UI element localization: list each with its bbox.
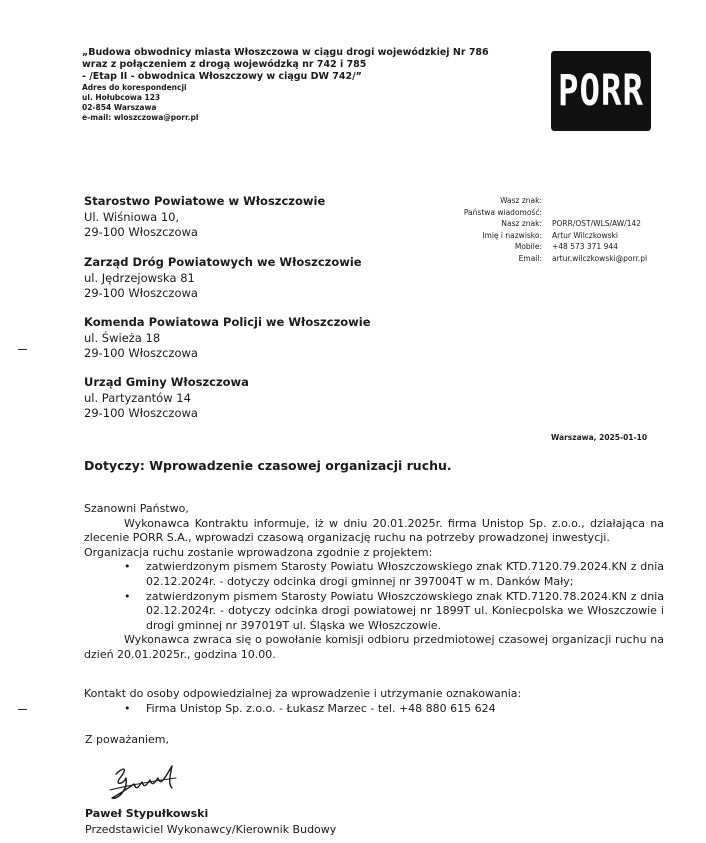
subject-line: Dotyczy: Wprowadzenie czasowej organizacji ruchu. (84, 458, 452, 473)
body-paragraph-2: Organizacja ruchu zostanie wprowadzona zgodnie z projektem: (84, 545, 433, 559)
recipient-street: ul. Partyzantów 14 (84, 390, 191, 405)
meta-row (420, 218, 647, 230)
greeting: Szanowni Państwo, (84, 502, 189, 515)
meta-value: PORR/OST/WLS/AW/142 (552, 219, 642, 228)
project-line-1: „Budowa obwodnicy miasta Włoszczowa w ciągu drogi wojewódzkiej Nr 786 (82, 47, 489, 58)
list-item (84, 701, 664, 716)
meta-row (420, 253, 647, 265)
meta-label: Imię i nazwisko: (482, 230, 542, 240)
recipient-street: Ul. Wiśniowa 10, (84, 209, 180, 224)
signatory-title: Przedstawiciel Wykonawcy/Kierownik Budowy (85, 823, 337, 836)
sender-street: ul. Hołubcowa 123 (82, 93, 161, 102)
meta-value: +48 573 371 944 (552, 242, 618, 251)
sender-email: e-mail: wloszczowa@porr.pl (82, 113, 199, 122)
recipient-1 (84, 194, 325, 241)
meta-row (420, 207, 647, 219)
project-line-2: wraz z połączeniem z drogą wojewódzką nr 742 i 785 (82, 59, 367, 70)
contact-block (84, 686, 664, 716)
recipient-city: 29-100 Włoszczowa (84, 346, 198, 360)
sender-header (82, 47, 489, 123)
list-item-text: zatwierdzonym pismem Starosty Powiatu Włoszczowskiego znak KTD.7120.79.2024.KN z dnia 02.12.2024r. - dotyczy odcinka drogi gminnej nr 397004T w m. Danków Mały; (146, 560, 664, 588)
project-list (84, 560, 664, 633)
fold-mark (18, 709, 27, 710)
porr-logo: PORR (551, 51, 651, 131)
meta-value: Artur Wilczkowski (552, 230, 618, 240)
meta-row (420, 241, 647, 253)
contact-person: Firma Unistop Sp. z.o.o. - Łukasz Marzec - tel. +48 880 615 624 (146, 702, 496, 715)
meta-row (420, 230, 647, 242)
list-item (84, 560, 664, 589)
recipient-street: ul. Świeża 18 (84, 330, 161, 345)
recipient-city: 29-100 Włoszczowa (84, 286, 198, 300)
letter-body (84, 502, 664, 663)
recipient-name: Komenda Powiatowa Policji we Włoszczowie (84, 315, 371, 329)
meta-label: Mobile: (514, 242, 542, 251)
recipient-city: 29-100 Włoszczowa (84, 225, 198, 239)
meta-value: artur.wilczkowski@porr.pl (552, 253, 648, 263)
signatory-name: Paweł Stypułkowski (85, 807, 209, 820)
closing: Z poważaniem, (85, 733, 170, 746)
bullet-icon: • (124, 702, 131, 715)
bullet-icon: • (124, 589, 131, 603)
fold-mark (18, 349, 27, 350)
recipient-name: Starostwo Powiatowe w Włoszczowie (84, 194, 326, 208)
meta-label: Nasz znak: (501, 219, 542, 228)
signatory (85, 806, 336, 838)
letter-date: Warszawa, 2025-01-10 (551, 433, 648, 442)
body-paragraph-3: Wykonawca zwraca się o powołanie komisji odbioru przedmiotowej czasowej organizacji ruchu na dzień 20.01.2025r., godzina 10.00. (84, 633, 664, 661)
recipient-street: ul. Jędrzejowska 81 (84, 270, 195, 285)
bullet-icon: • (124, 560, 131, 574)
recipient-2 (84, 255, 362, 302)
list-item (84, 590, 664, 634)
body-paragraph-1: Wykonawca Kontraktu informuje, iż w dniu 20.01.2025r. firma Unistop Sp. z.o.o., działająca na zlecenie PORR S.A., wprowadzi czasową organizację ruchu na potrzeby prowadzonej inwestycji. (84, 516, 664, 545)
meta-row (420, 195, 647, 207)
project-line-3: - /Etap II - obwodnica Włoszczowy w ciągu DW 742/” (82, 71, 362, 82)
recipient-name: Zarząd Dróg Powiatowych we Włoszczowie (84, 255, 362, 269)
address-label: Adres do korespondencji (82, 83, 187, 92)
list-item-text: zatwierdzonym pismem Starosty Powiatu Włoszczowskiego znak KTD.7120.78.2024.KN z dnia 02.12.2024r. - dotyczy odcinka drogi powiatowej nr 1899T ul. Koniecpolska we Włoszczowie i drogi gminnej nr 397019T ul. Śląska we Włoszczowie. (146, 589, 664, 632)
sender-city: 02-854 Warszawa (82, 103, 157, 112)
meta-label: Wasz znak: (500, 196, 542, 205)
meta-label: Państwa wiadomość: (463, 207, 542, 217)
contact-intro: Kontakt do osoby odpowiedzialnej za wprowadzenie i utrzymanie oznakowania: (84, 687, 522, 700)
recipient-city: 29-100 Włoszczowa (84, 406, 198, 420)
recipient-name: Urząd Gminy Włoszczowa (84, 375, 249, 389)
meta-label: Email: (518, 253, 542, 263)
contact-list (84, 701, 664, 716)
recipient-4 (84, 375, 249, 422)
reference-block (420, 195, 647, 264)
signature-image (106, 760, 186, 808)
recipient-3 (84, 315, 371, 362)
